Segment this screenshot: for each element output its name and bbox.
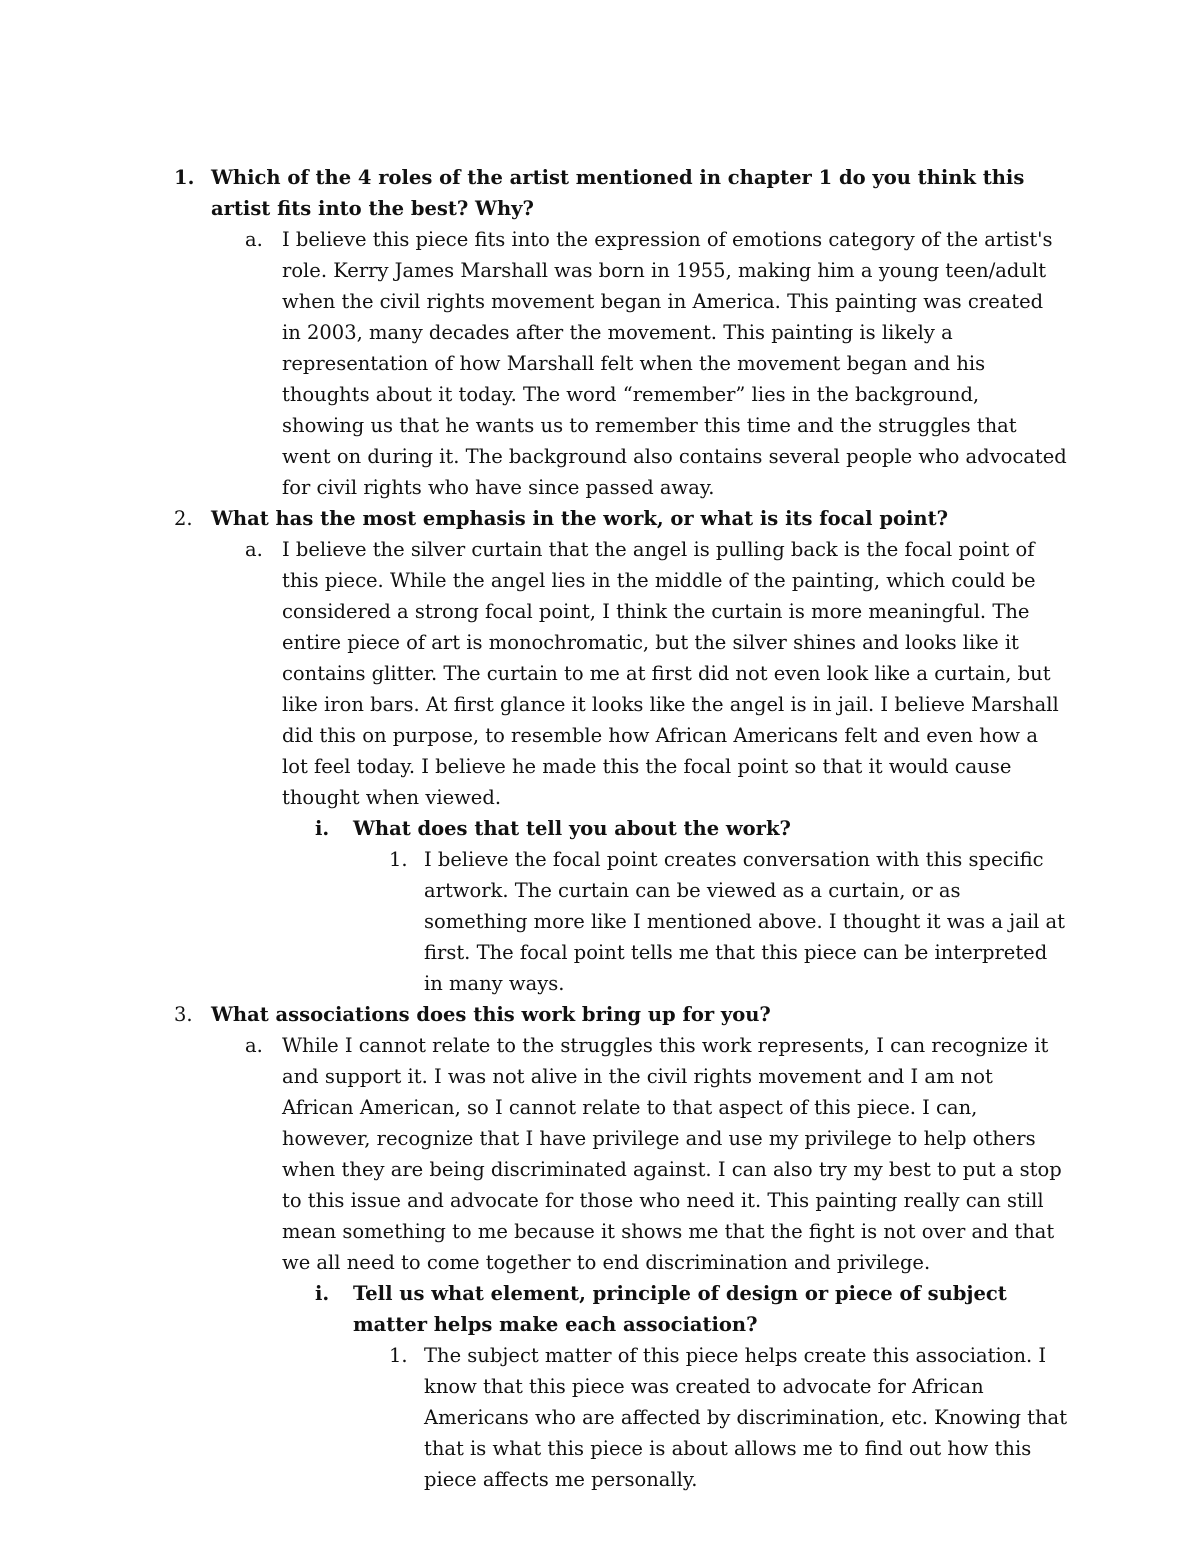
answer-2a <box>0 534 1200 813</box>
sub-answer-text: I believe the focal point creates conversation with this specific artwork. The curtain can be viewed as a curtain, or as something more like I mentioned above. I thought it was a jail at first. The focal point tells me that this piece can be interpreted in many ways. <box>424 848 1065 995</box>
list-marker: a. <box>245 538 263 561</box>
list-marker: 3. <box>174 1003 193 1026</box>
question-text: Which of the 4 roles of the artist mentioned in chapter 1 do you think this artist fits into the best? Why? <box>211 166 1025 220</box>
sub-answer-3i1 <box>0 1340 1200 1495</box>
sub-answer-text: The subject matter of this piece helps create this association. I know that this piece was created to advocate for African Americans who are affected by discrimination, etc. Knowing that that is what this piece is about allows me to find out how this piece affects me personally. <box>424 1344 1068 1491</box>
answer-3a <box>0 1030 1200 1278</box>
sub-question-2i <box>0 813 1200 844</box>
list-marker: a. <box>245 1034 263 1057</box>
sub-question-text: What does that tell you about the work? <box>353 817 791 840</box>
answer-text: I believe the silver curtain that the angel is pulling back is the focal point of this piece. While the angel lies in the middle of the painting, which could be considered a strong focal point, I think the curtain is more meaningful. The entire piece of art is monochromatic, but the silver shines and looks like it contains glitter. The curtain to me at first did not even look like a curtain, but like iron bars. At first glance it looks like the angel is in jail. I believe Marshall did this on purpose, to resemble how African Americans felt and even how a lot feel today. I believe he made this the focal point so that it would cause thought when viewed. <box>282 538 1059 809</box>
list-marker: 1. <box>389 848 408 871</box>
answer-1a <box>0 224 1200 503</box>
question-1 <box>0 162 1200 224</box>
sub-answer-2i1 <box>0 844 1200 999</box>
list-marker: a. <box>245 228 263 251</box>
list-marker: i. <box>315 1282 330 1305</box>
sub-question-3i <box>0 1278 1200 1340</box>
answer-text: While I cannot relate to the struggles this work represents, I can recognize it and support it. I was not alive in the civil rights movement and I am not African American, so I cannot relate to that aspect of this piece. I can, however, recognize that I have privilege and use my privilege to help others when they are being discriminated against. I can also try my best to put a stop to this issue and advocate for those who need it. This painting really can still mean something to me because it shows me that the fight is not over and that we all need to come together to end discrimination and privilege. <box>282 1034 1062 1274</box>
question-2 <box>0 503 1200 534</box>
question-text: What has the most emphasis in the work, or what is its focal point? <box>211 507 949 530</box>
list-marker: 1. <box>174 166 195 189</box>
question-3 <box>0 999 1200 1030</box>
document-body <box>0 162 1200 1495</box>
list-marker: 2. <box>174 507 193 530</box>
question-text: What associations does this work bring up for you? <box>211 1003 771 1026</box>
sub-question-text: Tell us what element, principle of design or piece of subject matter helps make each association? <box>353 1282 1007 1336</box>
list-marker: i. <box>315 817 330 840</box>
answer-text: I believe this piece fits into the expression of emotions category of the artist's role. Kerry James Marshall was born in 1955, making him a young teen/adult when the civil rights movement began in America. This painting was created in 2003, many decades after the movement. This painting is likely a representation of how Marshall felt when the movement began and his thoughts about it today. The word “remember” lies in the background, showing us that he wants us to remember this time and the struggles that went on during it. The background also contains several people who advocated for civil rights who have since passed away. <box>282 228 1067 499</box>
list-marker: 1. <box>389 1344 408 1367</box>
